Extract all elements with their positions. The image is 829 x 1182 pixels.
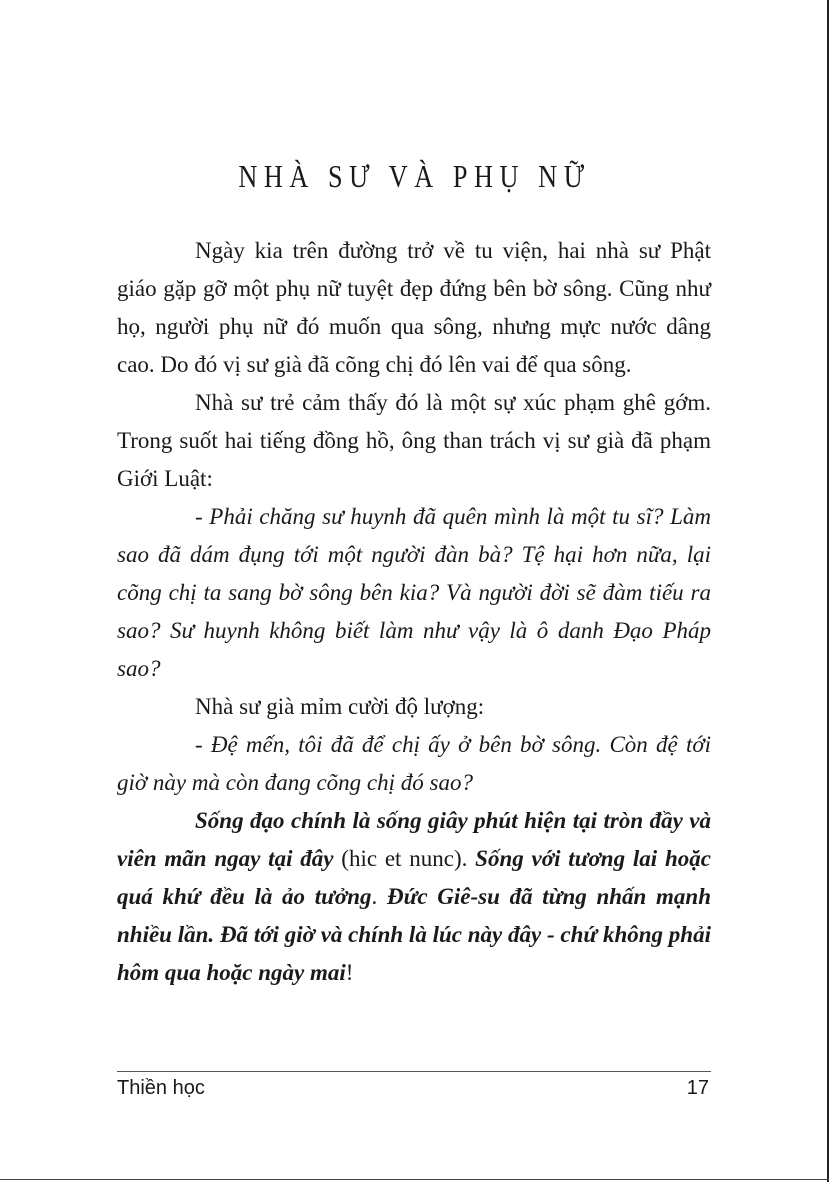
page-edge-bottom bbox=[0, 1179, 829, 1180]
lesson-bold-1: Sống đạo chính là sống giây phút hiện tại tròn đầy và viên mãn ngay tại đây bbox=[117, 808, 711, 871]
lesson-bold-3: Đức Giê-su đã từng nhấn mạnh nhiều lần. Đã tới giờ và chính là lúc này đây - chứ không phải hôm qua hoặc ngày mai bbox=[117, 884, 711, 985]
lesson-exclaim: ! bbox=[345, 960, 354, 985]
lesson-latin: (hic et nunc). bbox=[333, 846, 476, 871]
page-title: NHÀ SƯ VÀ PHỤ NỮ bbox=[238, 158, 591, 194]
story-text bbox=[117, 232, 711, 992]
paragraph-intro: Ngày kia trên đường trở về tu viện, hai nhà sư Phật giáo gặp gỡ một phụ nữ tuyệt đẹp đứng bên bờ sông. Cũng như họ, người phụ nữ đó muốn qua sông, nhưng mực nước dâng cao. Do đó vị sư già đã cõng chị đó lên vai để qua sông. bbox=[117, 238, 711, 377]
lesson-period: . bbox=[371, 884, 387, 909]
lesson-bold-2: Sống với tương lai hoặc quá khứ đều là ảo tưởng bbox=[117, 846, 711, 909]
paragraph-lesson bbox=[117, 802, 711, 992]
paragraph-young-monk: Nhà sư trẻ cảm thấy đó là một sự xúc phạm ghê gớm. Trong suốt hai tiếng đồng hồ, ông than trách vị sư già đã phạm Giới Luật: bbox=[117, 390, 711, 491]
paragraph-old-monk-speech: - Đệ mến, tôi đã để chị ấy ở bên bờ sông. Còn đệ tới giờ này mà còn đang cõng chị đó sao? bbox=[117, 732, 711, 795]
footer-page-number: 17 bbox=[686, 1077, 709, 1099]
paragraph-young-monk-speech: - Phải chăng sư huynh đã quên mình là một tu sĩ? Làm sao đã dám đụng tới một người đàn bà? Tệ hại hơn nữa, lại cõng chị ta sang bờ sông bên kia? Và người đời sẽ đàm tiếu ra sao? Sư huynh không biết làm như vậy là ô danh Đạo Pháp sao? bbox=[117, 504, 711, 681]
footer-rule bbox=[117, 1071, 711, 1072]
paragraph-old-monk: Nhà sư già mỉm cười độ lượng: bbox=[195, 694, 485, 719]
footer-book-title: Thiền học bbox=[117, 1077, 205, 1099]
